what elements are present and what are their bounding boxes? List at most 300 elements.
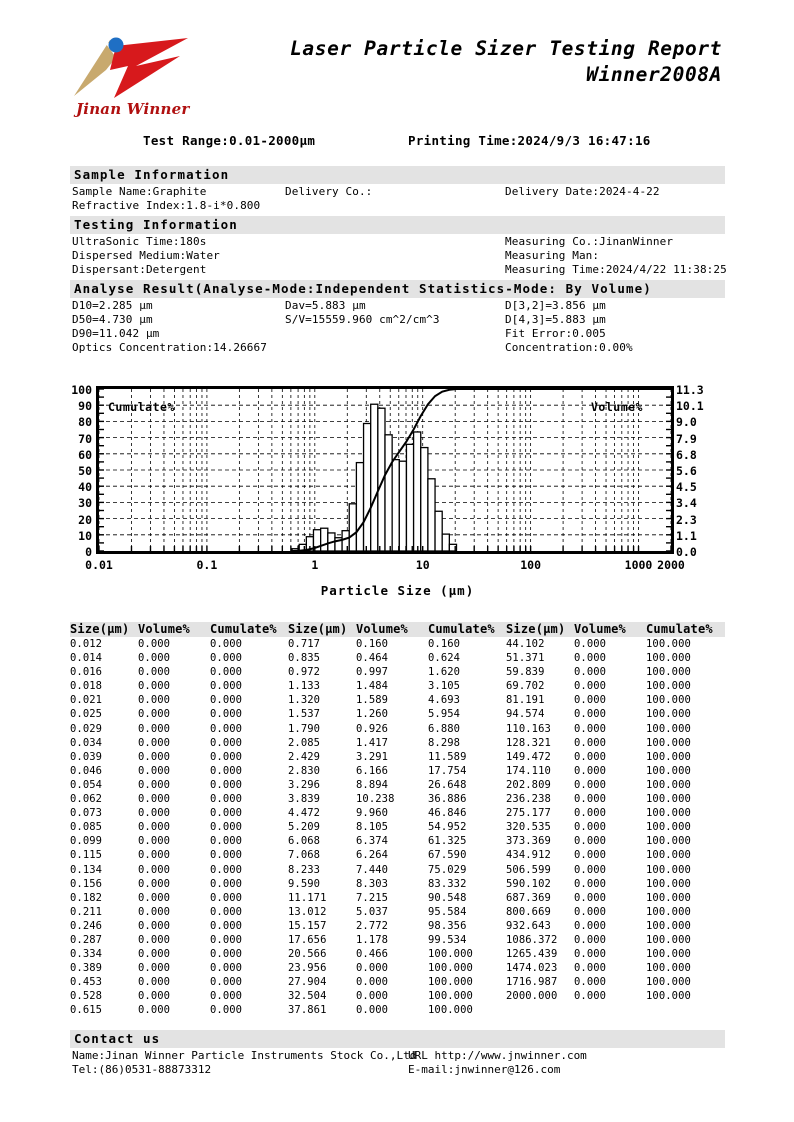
- table-row: [288, 933, 506, 947]
- cell-cum: 0.000: [210, 750, 243, 763]
- cell-size: 1716.987: [506, 976, 558, 989]
- table-row: [288, 637, 506, 651]
- table-row: [288, 665, 506, 679]
- column-header-size: Size(μm): [506, 622, 566, 636]
- cell-cum: 0.000: [210, 680, 243, 693]
- cell-size: 373.369: [506, 835, 551, 848]
- cell-vol: 0.000: [574, 863, 607, 876]
- cell-cum: 54.952: [428, 821, 467, 834]
- cell-vol: 0.000: [574, 638, 607, 650]
- cell-cum: 100.000: [646, 905, 691, 918]
- cell-size: 17.656: [288, 933, 327, 946]
- table-row: [288, 947, 506, 961]
- dispersed-medium-row: [70, 249, 725, 263]
- y-tick-left: 70: [78, 431, 92, 446]
- table-row: [70, 778, 288, 792]
- table-row: [288, 891, 506, 905]
- cell-size: 0.528: [70, 990, 103, 1003]
- table-row: [70, 820, 288, 834]
- sample-name-row: [70, 185, 725, 199]
- cell-vol: 0.000: [138, 821, 171, 834]
- cell-size: 32.504: [288, 990, 327, 1003]
- cell-vol: 0.000: [356, 990, 389, 1003]
- cell-size: 0.835: [288, 652, 321, 665]
- cell-size: 0.717: [288, 638, 321, 650]
- cell-vol: 0.000: [138, 835, 171, 848]
- testing-information-title: Testing Information: [70, 216, 725, 234]
- cell-size: 23.956: [288, 962, 327, 975]
- report-title-line1: Laser Particle Sizer Testing Report: [290, 37, 722, 60]
- cell-cum: 0.000: [210, 652, 243, 665]
- sample-name-value: Sample Name:Graphite: [72, 185, 207, 198]
- cell-vol: 0.000: [574, 933, 607, 946]
- cell-size: 1474.023: [506, 962, 558, 975]
- table-row: [70, 989, 288, 1003]
- cell-size: 6.068: [288, 835, 321, 848]
- cell-size: 0.012: [70, 638, 103, 650]
- table-row: [506, 693, 724, 707]
- cell-size: 800.669: [506, 905, 551, 918]
- table-row: [506, 961, 724, 975]
- cell-cum: 1.620: [428, 666, 461, 679]
- table-row: [506, 637, 724, 651]
- cell-size: 94.574: [506, 708, 545, 721]
- d32-value: D[3,2]=3.856 μm: [505, 299, 606, 312]
- table-row: [506, 877, 724, 891]
- cell-vol: 0.000: [574, 778, 607, 791]
- cell-vol: 9.960: [356, 807, 389, 820]
- cell-vol: 0.000: [574, 736, 607, 749]
- table-row: [506, 863, 724, 877]
- cell-size: 15.157: [288, 919, 327, 932]
- cumulate-axis-label: Cumulate%: [108, 400, 175, 414]
- cell-vol: 0.000: [138, 652, 171, 665]
- cell-size: 0.034: [70, 736, 103, 749]
- table-column-group-3: [506, 637, 724, 1018]
- cell-vol: 0.000: [574, 821, 607, 834]
- table-row: [506, 665, 724, 679]
- d90-value: D90=11.042 μm: [72, 327, 160, 340]
- table-row: [506, 975, 724, 989]
- cell-size: 202.809: [506, 778, 551, 791]
- table-row: [288, 989, 506, 1003]
- cell-size: 81.191: [506, 694, 545, 707]
- table-row: [506, 989, 724, 1003]
- cell-vol: 0.000: [138, 849, 171, 862]
- sample-information-block: [70, 166, 725, 213]
- concentration-value: Concentration:0.00%: [505, 341, 633, 354]
- plot-area: [96, 386, 674, 554]
- table-row: [506, 947, 724, 961]
- cell-cum: 0.000: [210, 708, 243, 721]
- y-tick-right: 10.1: [676, 399, 704, 414]
- table-row: [70, 919, 288, 933]
- cell-vol: 0.000: [574, 976, 607, 989]
- table-row: [506, 736, 724, 750]
- cell-size: 1265.439: [506, 948, 558, 961]
- cell-size: 1.790: [288, 722, 321, 735]
- column-header-cum: Cumulate%: [210, 622, 277, 636]
- y-tick-left: 0: [85, 545, 92, 559]
- cell-vol: 0.000: [138, 736, 171, 749]
- cell-size: 0.018: [70, 680, 103, 693]
- cell-cum: 100.000: [428, 976, 473, 989]
- cell-size: 0.054: [70, 778, 103, 791]
- table-row: [288, 905, 506, 919]
- x-tick: 0.01: [85, 558, 113, 572]
- table-row: [288, 693, 506, 707]
- analyse-row-4: [70, 341, 725, 355]
- cell-cum: 100.000: [428, 948, 473, 961]
- x-tick: 0.1: [196, 558, 218, 572]
- cell-size: 149.472: [506, 750, 551, 763]
- measuring-time-value: Measuring Time:2024/4/22 11:38:25: [505, 263, 727, 276]
- table-row: [70, 905, 288, 919]
- cell-cum: 0.000: [210, 764, 243, 777]
- cell-size: 5.209: [288, 821, 321, 834]
- contact-block: [70, 1030, 725, 1077]
- cell-size: 20.566: [288, 948, 327, 961]
- table-header-row: [70, 622, 725, 637]
- cell-size: 0.046: [70, 764, 103, 777]
- cell-vol: 0.000: [138, 976, 171, 989]
- cell-cum: 0.000: [210, 666, 243, 679]
- optics-concentration-value: Optics Concentration:14.26667: [72, 341, 267, 354]
- ultrasonic-time-value: UltraSonic Time:180s: [72, 235, 207, 248]
- cell-cum: 17.754: [428, 764, 467, 777]
- cell-cum: 99.534: [428, 933, 467, 946]
- cell-cum: 8.298: [428, 736, 461, 749]
- cell-cum: 0.624: [428, 652, 461, 665]
- cell-cum: 0.000: [210, 638, 243, 650]
- cell-vol: 0.000: [138, 680, 171, 693]
- cell-vol: 0.466: [356, 948, 389, 961]
- cell-cum: 0.000: [210, 849, 243, 862]
- report-title-line2: Winner2008A: [586, 63, 722, 86]
- y-tick-right: 1.1: [676, 528, 697, 543]
- cell-vol: 0.000: [138, 962, 171, 975]
- table-row: [506, 792, 724, 806]
- table-row: [70, 863, 288, 877]
- table-column-group-1: [70, 637, 288, 1018]
- table-row: [288, 750, 506, 764]
- cell-vol: 0.000: [574, 849, 607, 862]
- cell-cum: 100.000: [646, 694, 691, 707]
- delivery-date-value: Delivery Date:2024-4-22: [505, 185, 660, 198]
- table-row: [70, 736, 288, 750]
- table-row: [288, 919, 506, 933]
- cell-vol: 0.000: [138, 708, 171, 721]
- cell-size: 0.287: [70, 933, 103, 946]
- table-row: [70, 764, 288, 778]
- table-row: [506, 848, 724, 862]
- table-row: [506, 764, 724, 778]
- cell-vol: 0.000: [138, 891, 171, 904]
- cell-cum: 100.000: [646, 863, 691, 876]
- cell-size: 110.163: [506, 722, 551, 735]
- x-tick: 100: [520, 558, 541, 572]
- cell-cum: 100.000: [646, 722, 691, 735]
- table-row: [506, 933, 724, 947]
- x-tick: 10: [415, 558, 430, 572]
- cell-size: 506.599: [506, 863, 551, 876]
- table-row: [506, 806, 724, 820]
- cell-vol: 0.000: [138, 905, 171, 918]
- cell-vol: 6.264: [356, 849, 389, 862]
- y-tick-right: 0.0: [676, 545, 697, 559]
- column-header-size: Size(μm): [70, 622, 130, 636]
- cell-cum: 0.000: [210, 863, 243, 876]
- cell-size: 2000.000: [506, 990, 558, 1003]
- table-row: [70, 848, 288, 862]
- cell-size: 37.861: [288, 1004, 327, 1017]
- cell-vol: 0.000: [574, 764, 607, 777]
- cell-cum: 100.000: [646, 793, 691, 806]
- column-header-size: Size(μm): [288, 622, 348, 636]
- cell-size: 174.110: [506, 764, 551, 777]
- cell-size: 0.972: [288, 666, 321, 679]
- y-tick-left: 30: [78, 496, 92, 511]
- table-row: [70, 750, 288, 764]
- cell-vol: 0.000: [138, 948, 171, 961]
- delivery-co-value: Delivery Co.:: [285, 185, 373, 198]
- table-row: [288, 863, 506, 877]
- cell-vol: 0.160: [356, 638, 389, 650]
- cell-cum: 100.000: [646, 764, 691, 777]
- cell-vol: 0.926: [356, 722, 389, 735]
- cell-cum: 3.105: [428, 680, 461, 693]
- cell-cum: 0.000: [210, 919, 243, 932]
- cell-size: 1.133: [288, 680, 321, 693]
- cell-cum: 100.000: [646, 778, 691, 791]
- table-row: [288, 877, 506, 891]
- table-row: [70, 679, 288, 693]
- cell-cum: 67.590: [428, 849, 467, 862]
- cell-vol: 1.417: [356, 736, 389, 749]
- table-row: [288, 792, 506, 806]
- cell-vol: 6.166: [356, 764, 389, 777]
- cell-vol: 8.303: [356, 877, 389, 890]
- cell-vol: 0.000: [356, 962, 389, 975]
- table-row: [70, 693, 288, 707]
- cell-vol: 0.000: [138, 919, 171, 932]
- d50-value: D50=4.730 μm: [72, 313, 153, 326]
- table-row: [288, 651, 506, 665]
- analyse-row-2: [70, 313, 725, 327]
- cell-vol: 0.000: [574, 750, 607, 763]
- cell-cum: 75.029: [428, 863, 467, 876]
- company-email-value[interactable]: E-mail:jnwinner@126.com: [408, 1063, 561, 1076]
- company-tel-value: Tel:(86)0531-88873312: [72, 1063, 212, 1076]
- analyse-row-3: [70, 327, 725, 341]
- cell-vol: 0.000: [138, 778, 171, 791]
- cell-cum: 100.000: [428, 962, 473, 975]
- cell-size: 0.062: [70, 793, 103, 806]
- table-row: [70, 1003, 288, 1017]
- cell-cum: 100.000: [646, 877, 691, 890]
- cell-cum: 100.000: [428, 990, 473, 1003]
- x-axis-title: Particle Size (μm): [320, 583, 475, 598]
- y-tick-right: 11.3: [676, 383, 704, 397]
- report-header: [0, 0, 794, 120]
- y-tick-left: 90: [78, 399, 92, 414]
- table-row: [288, 679, 506, 693]
- table-row: [70, 637, 288, 651]
- cell-size: 7.068: [288, 849, 321, 862]
- cell-size: 59.839: [506, 666, 545, 679]
- cell-cum: 100.000: [646, 750, 691, 763]
- cell-size: 236.238: [506, 793, 551, 806]
- cell-size: 2.085: [288, 736, 321, 749]
- table-row: [70, 947, 288, 961]
- cell-size: 275.177: [506, 807, 551, 820]
- sv-value: S/V=15559.960 cm^2/cm^3: [285, 313, 440, 326]
- cell-cum: 100.000: [646, 990, 691, 1003]
- cell-vol: 1.178: [356, 933, 389, 946]
- volume-axis-label: Volume%: [591, 400, 643, 414]
- y-tick-right: 7.9: [676, 431, 697, 446]
- column-header-vol: Volume%: [574, 622, 626, 636]
- y-tick-right: 6.8: [676, 447, 697, 462]
- table-row: [288, 707, 506, 721]
- contact-title: Contact us: [70, 1030, 725, 1048]
- cell-cum: 0.000: [210, 694, 243, 707]
- table-row: [288, 736, 506, 750]
- cell-size: 3.296: [288, 778, 321, 791]
- table-row: [70, 792, 288, 806]
- cell-cum: 0.000: [210, 821, 243, 834]
- cell-cum: 0.000: [210, 948, 243, 961]
- volume-histogram-bars: [292, 404, 456, 551]
- cell-cum: 0.000: [210, 807, 243, 820]
- distribution-data-table: [70, 622, 725, 1018]
- cell-vol: 0.000: [138, 666, 171, 679]
- cell-vol: 0.000: [574, 905, 607, 918]
- table-header-group-2: [288, 622, 506, 637]
- cell-vol: 0.000: [138, 722, 171, 735]
- column-header-vol: Volume%: [356, 622, 408, 636]
- measuring-man-value: Measuring Man:: [505, 249, 600, 262]
- cell-size: 1.537: [288, 708, 321, 721]
- logo-wordmark: Jinan Winner: [76, 100, 190, 118]
- cell-cum: 100.000: [646, 821, 691, 834]
- cell-size: 0.073: [70, 807, 103, 820]
- table-header-group-1: [70, 622, 288, 637]
- printing-time-value: Printing Time:2024/9/3 16:47:16: [408, 133, 651, 148]
- cell-size: 434.912: [506, 849, 551, 862]
- cell-vol: 1.484: [356, 680, 389, 693]
- dispersant-value: Dispersant:Detergent: [72, 263, 207, 276]
- cell-vol: 0.000: [138, 1004, 171, 1017]
- company-url-value[interactable]: URL http://www.jnwinner.com: [408, 1049, 587, 1062]
- cell-cum: 0.000: [210, 891, 243, 904]
- cell-vol: 0.000: [574, 793, 607, 806]
- table-row: [70, 975, 288, 989]
- table-row: [70, 933, 288, 947]
- table-row: [506, 834, 724, 848]
- cell-vol: 0.000: [574, 877, 607, 890]
- cell-cum: 0.000: [210, 835, 243, 848]
- table-row: [506, 651, 724, 665]
- cell-size: 0.156: [70, 877, 103, 890]
- table-row: [506, 905, 724, 919]
- measuring-co-value: Measuring Co.:JinanWinner: [505, 235, 674, 248]
- cell-cum: 100.000: [646, 736, 691, 749]
- cell-cum: 0.000: [210, 722, 243, 735]
- table-row: [288, 806, 506, 820]
- cell-cum: 0.160: [428, 638, 461, 650]
- cell-vol: 6.374: [356, 835, 389, 848]
- table-row: [506, 722, 724, 736]
- cell-cum: 0.000: [210, 962, 243, 975]
- table-row: [288, 1003, 506, 1017]
- cell-cum: 36.886: [428, 793, 467, 806]
- refractive-index-row: [70, 199, 725, 213]
- company-logo: [70, 30, 200, 130]
- cell-cum: 0.000: [210, 736, 243, 749]
- cell-vol: 0.000: [138, 793, 171, 806]
- table-row: [70, 961, 288, 975]
- testing-information-block: [70, 216, 725, 277]
- cell-cum: 0.000: [210, 793, 243, 806]
- fit-error-value: Fit Error:0.005: [505, 327, 606, 340]
- cell-cum: 0.000: [210, 976, 243, 989]
- cell-vol: 0.464: [356, 652, 389, 665]
- cell-size: 2.429: [288, 750, 321, 763]
- cell-vol: 0.000: [574, 919, 607, 932]
- plot-canvas: [96, 386, 674, 554]
- cell-cum: 0.000: [210, 933, 243, 946]
- cell-size: 0.134: [70, 863, 103, 876]
- cell-size: 0.016: [70, 666, 103, 679]
- cell-size: 0.211: [70, 905, 103, 918]
- cell-vol: 10.238: [356, 793, 395, 806]
- sample-information-title: Sample Information: [70, 166, 725, 184]
- table-row: [288, 820, 506, 834]
- cell-vol: 7.215: [356, 891, 389, 904]
- y-tick-left: 40: [78, 480, 92, 495]
- cell-size: 128.321: [506, 736, 551, 749]
- cell-size: 11.171: [288, 891, 327, 904]
- cell-size: 0.021: [70, 694, 103, 707]
- cell-size: 0.099: [70, 835, 103, 848]
- d43-value: D[4,3]=5.883 μm: [505, 313, 606, 326]
- cell-cum: 0.000: [210, 877, 243, 890]
- table-row: [288, 834, 506, 848]
- cell-vol: 0.000: [138, 750, 171, 763]
- column-header-cum: Cumulate%: [646, 622, 713, 636]
- y-tick-left: 20: [78, 512, 92, 527]
- cell-vol: 0.000: [574, 722, 607, 735]
- cell-size: 0.615: [70, 1004, 103, 1017]
- table-row: [288, 778, 506, 792]
- table-row: [506, 820, 724, 834]
- dispersant-row: [70, 263, 725, 277]
- cell-cum: 100.000: [646, 638, 691, 650]
- table-row: [506, 679, 724, 693]
- cell-vol: 1.260: [356, 708, 389, 721]
- table-row: [506, 919, 724, 933]
- y-tick-left: 60: [78, 447, 92, 462]
- cell-vol: 0.000: [574, 694, 607, 707]
- table-row: [70, 722, 288, 736]
- cell-size: 0.029: [70, 722, 103, 735]
- cell-cum: 100.000: [646, 976, 691, 989]
- column-header-vol: Volume%: [138, 622, 190, 636]
- cell-cum: 90.548: [428, 891, 467, 904]
- table-row: [70, 665, 288, 679]
- cell-cum: 61.325: [428, 835, 467, 848]
